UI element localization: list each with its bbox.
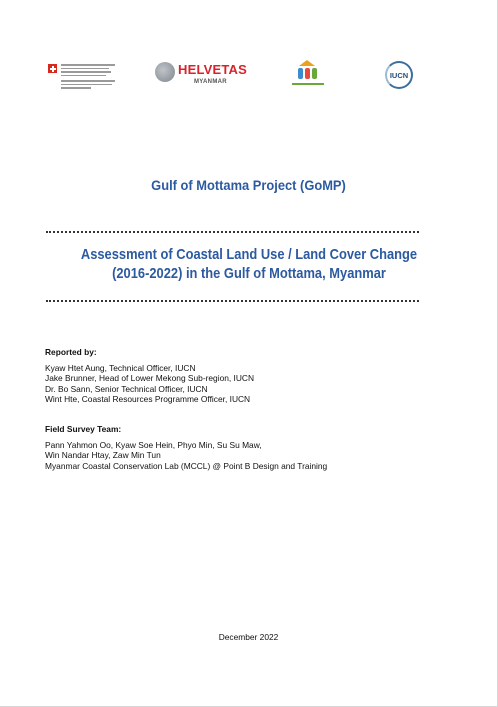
field-survey-section bbox=[45, 424, 327, 471]
field-team-line: Myanmar Coastal Conservation Lab (MCCL) @ Point B Design and Training bbox=[45, 460, 328, 471]
reported-by-heading: Reported by: bbox=[45, 347, 97, 357]
report-title: Assessment of Coastal Land Use / Land Cover Change (2016-2022) in the Gulf of Mottama, Myanmar bbox=[80, 246, 418, 282]
field-team-line: Pann Yahmon Oo, Kyaw Soe Hein, Phyo Min, Su Su Maw, bbox=[45, 439, 262, 450]
dotted-divider bbox=[46, 231, 419, 233]
person-icon bbox=[305, 68, 310, 79]
partner-logo bbox=[292, 60, 324, 90]
swiss-confederation-logo bbox=[44, 60, 114, 92]
field-team-line: Win Nandar Htay, Zaw Min Tun bbox=[45, 450, 161, 461]
author-line: Wint Hte, Coastal Resources Programme Officer, IUCN bbox=[45, 394, 251, 405]
person-icon bbox=[312, 68, 317, 79]
swiss-flag-icon bbox=[48, 64, 57, 73]
iucn-logo bbox=[385, 61, 413, 89]
helvetas-logo bbox=[155, 61, 247, 89]
project-title: Gulf of Mottama Project (GoMP) bbox=[151, 177, 346, 193]
author-line: Dr. Bo Sann, Senior Technical Officer, IUCN bbox=[45, 383, 208, 394]
report-date: December 2022 bbox=[218, 632, 279, 642]
author-line: Kyaw Htet Aung, Technical Officer, IUCN bbox=[45, 362, 196, 373]
dotted-divider bbox=[46, 300, 419, 302]
globe-icon bbox=[155, 62, 175, 82]
author-line: Jake Brunner, Head of Lower Mekong Sub-region, IUCN bbox=[45, 373, 255, 384]
house-icon bbox=[299, 60, 315, 66]
field-survey-heading: Field Survey Team: bbox=[45, 424, 122, 434]
person-icon bbox=[298, 68, 303, 79]
partner-logo-caption bbox=[292, 83, 324, 85]
swiss-confederation-wordmark bbox=[61, 64, 115, 91]
reported-by-section bbox=[45, 347, 254, 405]
helvetas-subtitle: MYANMAR bbox=[194, 79, 227, 85]
iucn-logo-text: IUCN bbox=[389, 71, 409, 80]
helvetas-name: HELVETAS bbox=[178, 62, 248, 77]
